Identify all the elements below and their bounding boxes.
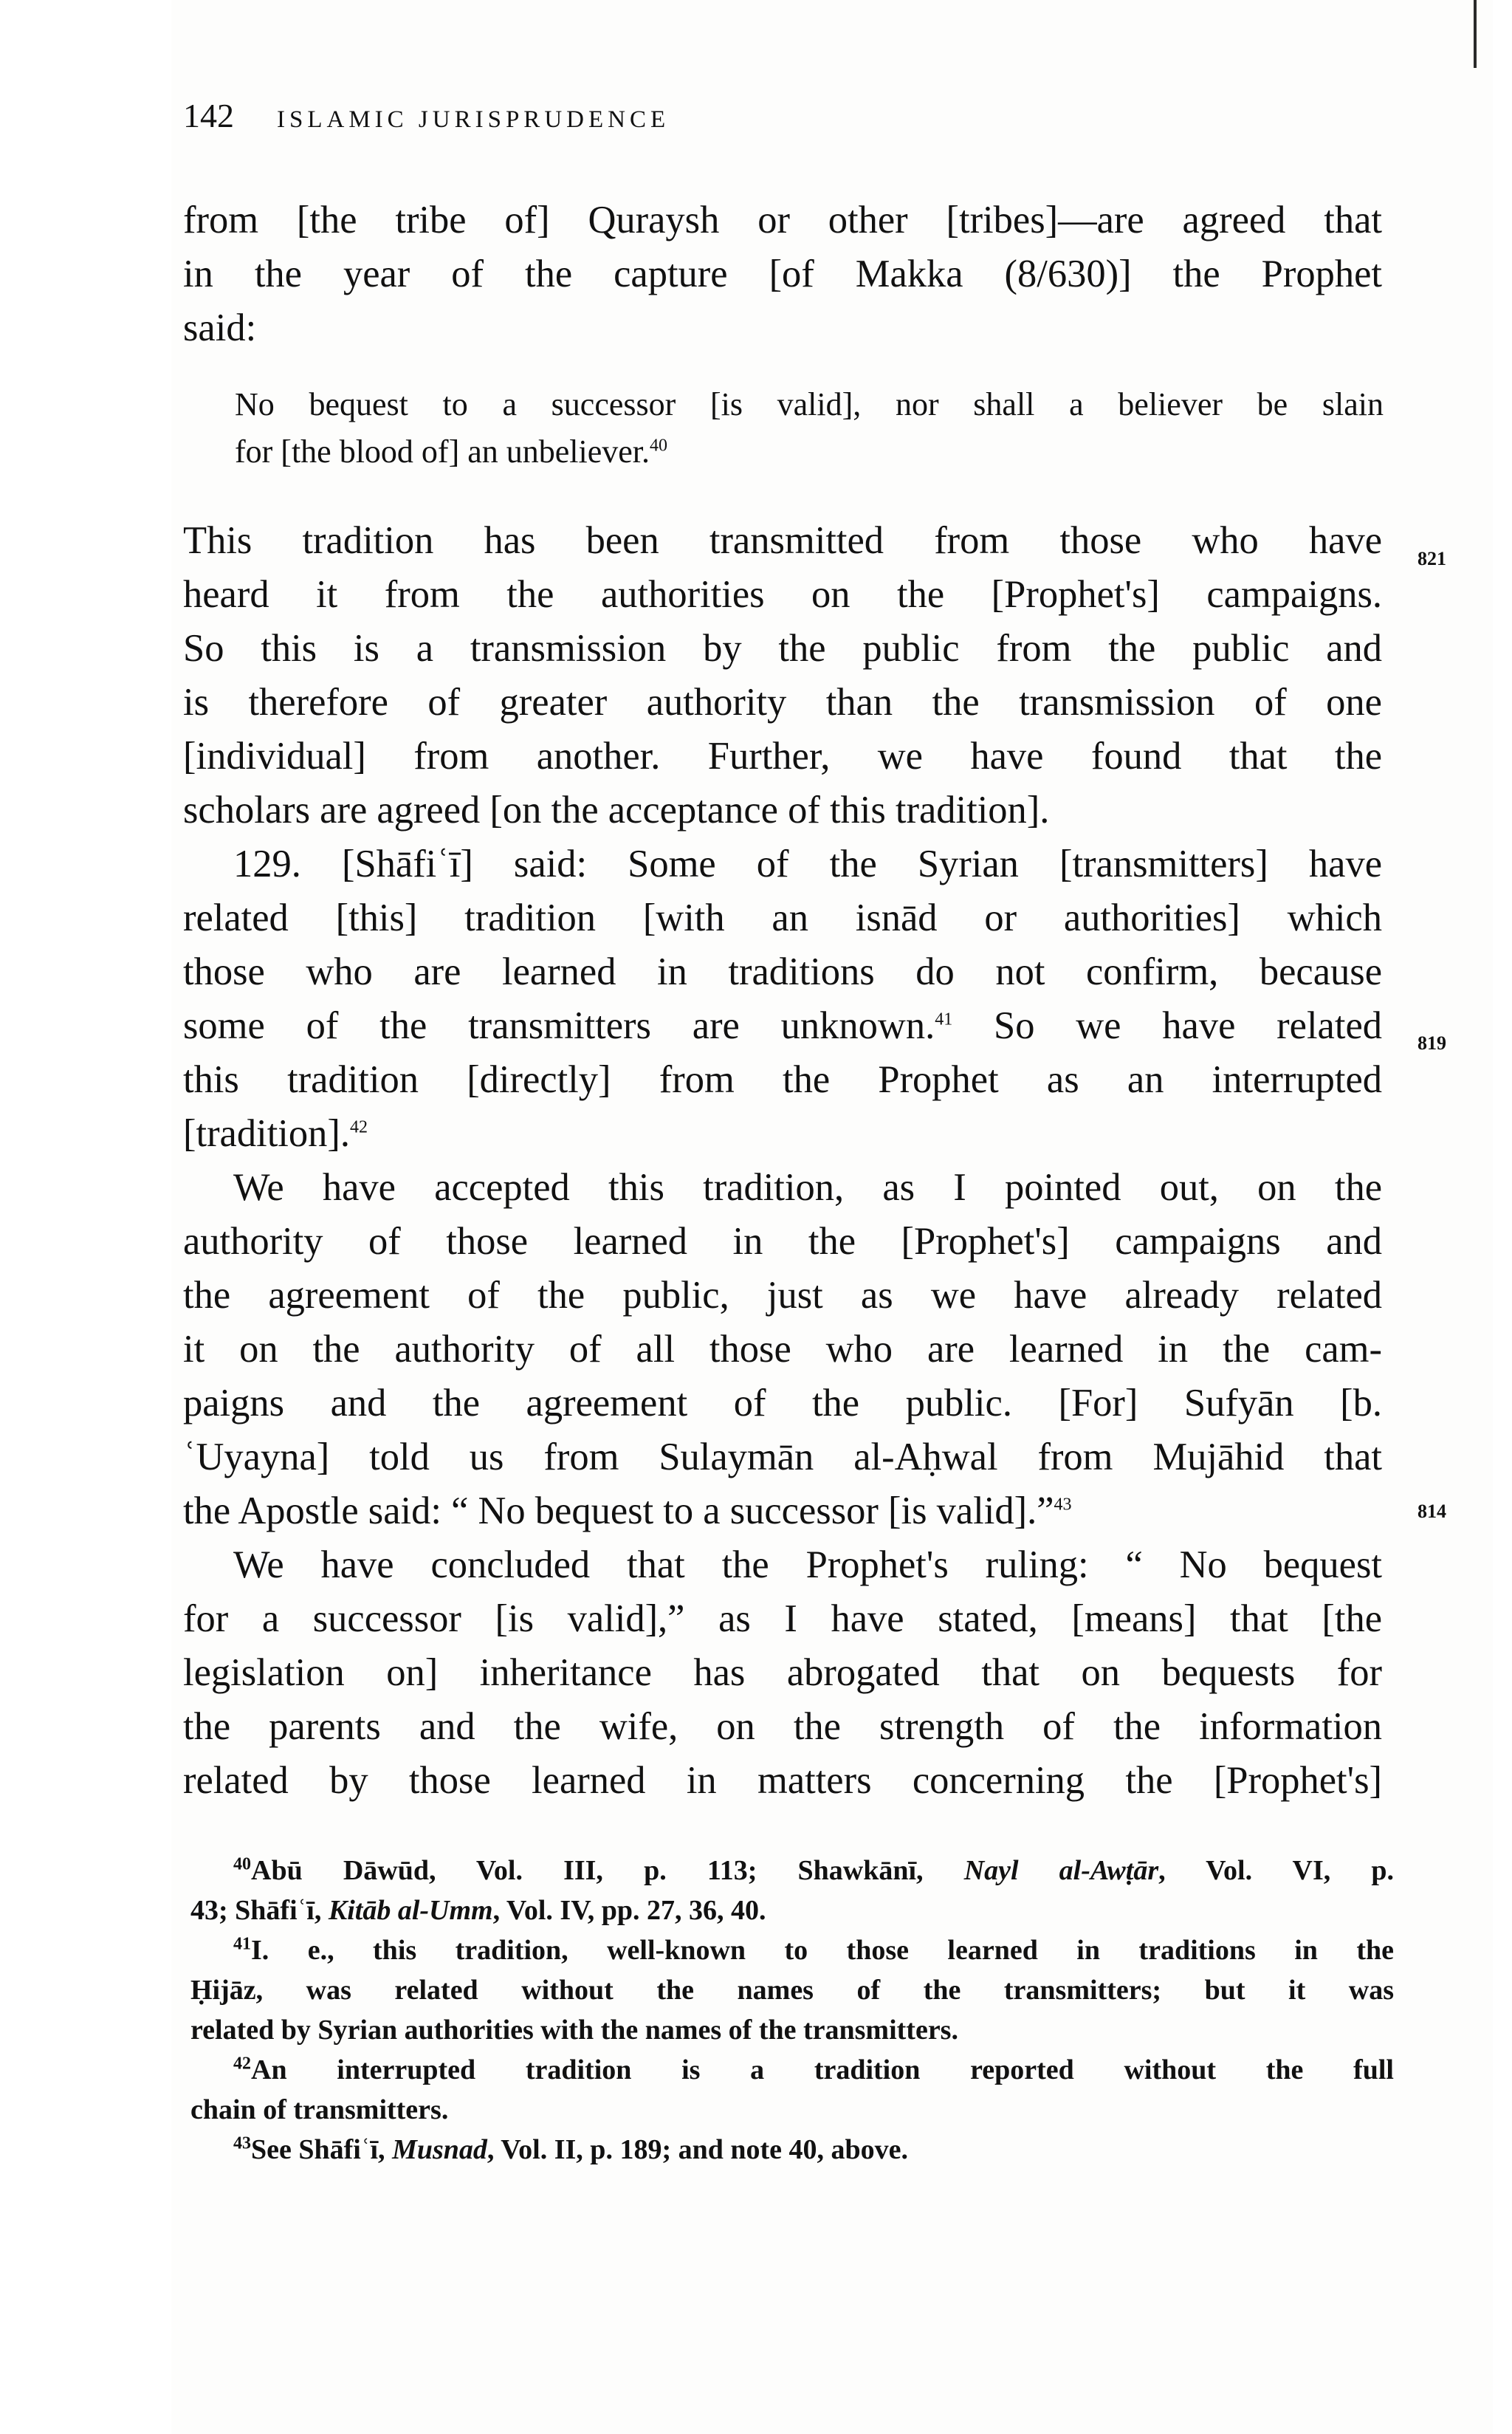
text-line: scholars are agreed [on the acceptance of this tradition]. xyxy=(183,789,1050,832)
footnote-text: , Vol. II, p. 189; and note 40, above. xyxy=(487,2134,909,2165)
text-line: related by those learned in matters concerning the [Prophet's] xyxy=(183,1759,1382,1802)
footnote-title: Kitāb al-Umm xyxy=(328,1895,493,1926)
footnote-ref: 42 xyxy=(349,1117,368,1137)
quote-text: for [the blood of] an unbeliever. xyxy=(235,433,650,470)
text-line xyxy=(183,1107,1382,1161)
footnote-text: An interrupted tradition is a tradition reported without the full xyxy=(251,2054,1394,2085)
footnote-text: Abū Dāwūd, Vol. III, p. 113; Shawkānī, xyxy=(251,1855,964,1886)
footnote-text: , Vol. IV, pp. 27, 36, 40. xyxy=(492,1895,766,1926)
main-text xyxy=(183,514,1382,1808)
scan-edge-mark xyxy=(1474,0,1477,68)
text-line: is therefore of greater authority than the transmission of one xyxy=(183,681,1382,724)
text-line xyxy=(183,1484,1382,1538)
footnote-line xyxy=(190,1890,1394,1930)
text-segment: [tradition]. xyxy=(183,1112,350,1155)
text-line: paigns and the agreement of the public. [For] Sufyān [b. xyxy=(183,1382,1382,1425)
running-head: ISLAMIC JURISPRUDENCE xyxy=(277,106,670,133)
text-segment: So we have related xyxy=(952,1004,1382,1047)
text-line: it on the authority of all those who are learned in the cam- xyxy=(183,1328,1382,1371)
text-line: We have accepted this tradition, as I pointed out, on the xyxy=(233,1166,1382,1209)
text-line: the parents and the wife, on the strength of the information xyxy=(183,1705,1382,1748)
footnote-number: 43 xyxy=(233,2133,251,2153)
footnote-ref: 43 xyxy=(1054,1495,1072,1515)
footnote-text: , Vol. VI, p. xyxy=(1158,1855,1395,1886)
text-segment: the Apostle said: “ No bequest to a successor [is valid].” xyxy=(183,1489,1054,1532)
quote-line: No bequest to a successor [is valid], nor shall a believer be slain xyxy=(235,386,1384,422)
footnote-line: chain of transmitters. xyxy=(190,2094,449,2125)
text-line: We have concluded that the Prophet's ruling: “ No bequest xyxy=(233,1543,1382,1586)
text-line: for a successor [is valid],” as I have stated, [means] that [the xyxy=(183,1597,1382,1640)
footnote-line xyxy=(190,2130,1394,2170)
footnote-line xyxy=(190,1851,1394,1890)
footnote-title: Musnad xyxy=(392,2134,487,2165)
footnote-text: See Shāfiʿī, xyxy=(251,2134,393,2165)
footnotes xyxy=(190,1851,1394,2170)
footnote-line: Ḥijāz, was related without the names of the transmitters; but it was xyxy=(190,1975,1394,2006)
footnote-ref: 41 xyxy=(935,1009,953,1029)
text-line: in the year of the capture [of Makka (8/630)] the Prophet xyxy=(183,253,1382,295)
margin-number: 814 xyxy=(1418,1501,1446,1522)
text-segment: some of the transmitters are unknown. xyxy=(183,1004,935,1047)
margin-number: 821 xyxy=(1418,548,1446,569)
footnote-line xyxy=(190,1930,1394,1970)
margin-number: 819 xyxy=(1418,1032,1446,1054)
text-line: [individual] from another. Further, we have found that the xyxy=(183,735,1382,778)
text-line: this tradition [directly] from the Prophet as an interrupted xyxy=(183,1058,1382,1101)
text-line: those who are learned in traditions do not confirm, because xyxy=(183,950,1382,993)
footnote-text: I. e., this tradition, well-known to those learned in traditions in the xyxy=(251,1935,1394,1966)
page-header xyxy=(183,96,670,140)
text-line: the agreement of the public, just as we have already related xyxy=(183,1274,1382,1317)
text-line: heard it from the authorities on the [Prophet's] campaigns. xyxy=(183,573,1382,616)
text-line: So this is a transmission by the public from the public and xyxy=(183,627,1382,670)
footnote-number: 40 xyxy=(233,1854,251,1874)
text-line: 129. [Shāfiʿī] said: Some of the Syrian [transmitters] have xyxy=(233,843,1382,885)
text-line xyxy=(183,999,1382,1053)
text-line: authority of those learned in the [Prophet's] campaigns and xyxy=(183,1220,1382,1263)
text-line: from [the tribe of] Quraysh or other [tribes]—are agreed that xyxy=(183,199,1382,241)
text-line: legislation on] inheritance has abrogated that on bequests for xyxy=(183,1651,1382,1694)
opening-paragraph xyxy=(183,193,1382,355)
footnote-title: Nayl al-Awṭār xyxy=(963,1855,1159,1886)
footnote-ref: 40 xyxy=(650,436,668,456)
footnote-line: related by Syrian authorities with the names of the transmitters. xyxy=(190,2015,958,2046)
footnote-number: 41 xyxy=(233,1934,251,1954)
text-line: related [this] tradition [with an isnād or authorities] which xyxy=(183,897,1382,939)
text-line: ʿUyayna] told us from Sulaymān al-Aḥwal from Mujāhid that xyxy=(183,1436,1382,1478)
footnote-number: 42 xyxy=(233,2054,251,2074)
text-line: This tradition has been transmitted from those who have xyxy=(183,519,1382,562)
text-line: said: xyxy=(183,306,257,349)
footnote-text: 43; Shāfiʿī, xyxy=(190,1895,329,1926)
footnote-line xyxy=(190,2050,1394,2090)
page-number: 142 xyxy=(183,97,234,134)
block-quote xyxy=(235,381,1384,476)
quote-line xyxy=(235,428,1384,476)
